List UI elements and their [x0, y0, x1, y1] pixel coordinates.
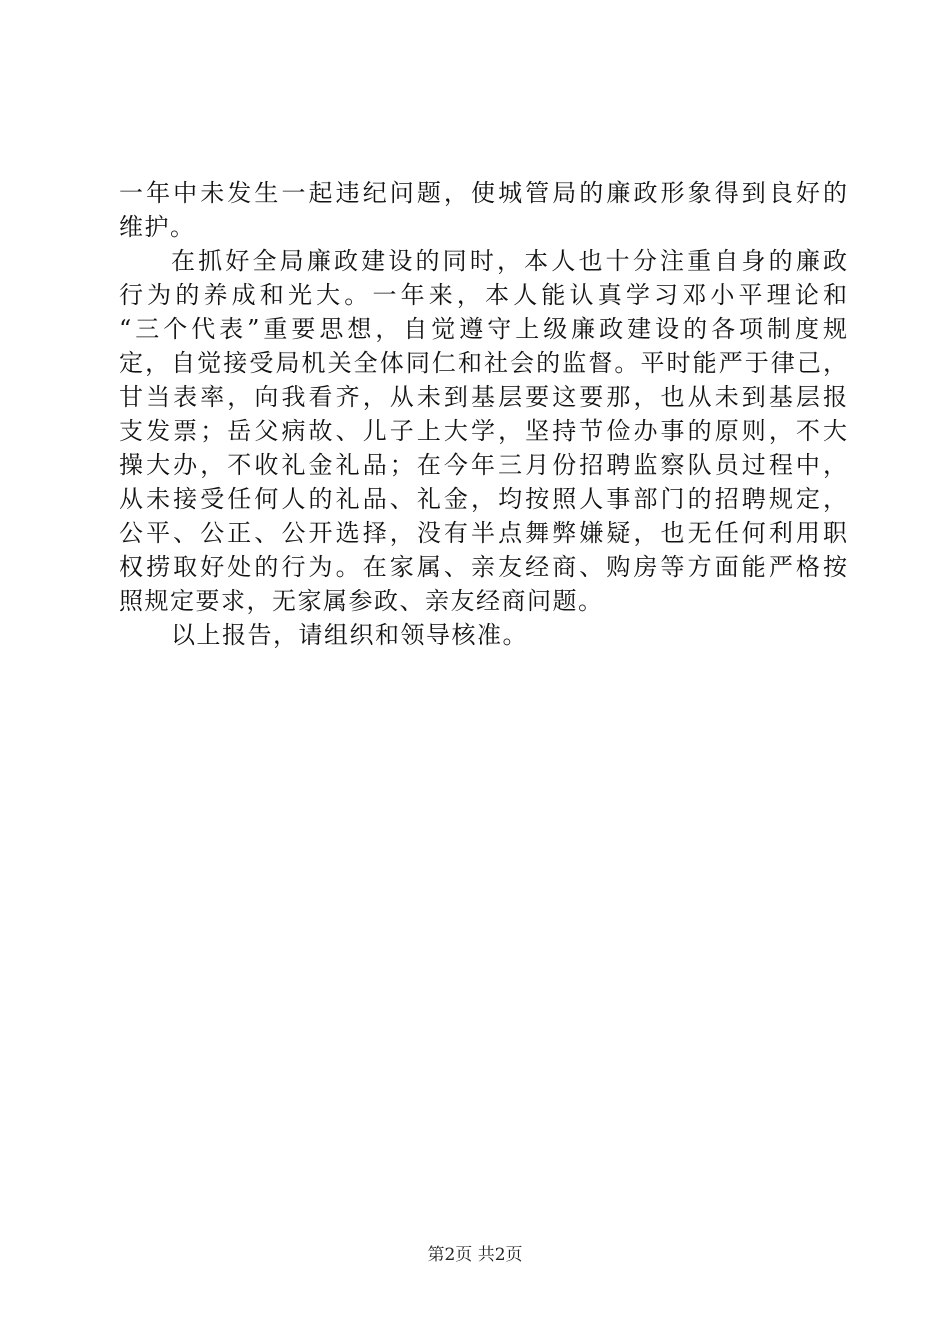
text-line: 照规定要求，无家属参政、亲友经商问题。 [119, 587, 604, 615]
text-line: 维护。 [119, 213, 196, 241]
text-line: 权捞取好处的行为。在家属、亲友经商、购房等方面能严格按 [119, 553, 847, 581]
text-line: 操大办，不收礼金礼品；在今年三月份招聘监察队员过程中， [119, 451, 847, 479]
page-number-footer: 第2页 共2页 [427, 1245, 523, 1265]
document-body [119, 176, 847, 652]
text-line: 甘当表率，向我看齐，从未到基层要这要那，也从未到基层报 [119, 383, 847, 411]
text-line: 公平、公正、公开选择，没有半点舞弊嫌疑，也无任何利用职 [119, 519, 847, 547]
text-line: 一年中未发生一起违纪问题，使城管局的廉政形象得到良好的 [119, 179, 847, 207]
text-line: 定，自觉接受局机关全体同仁和社会的监督。平时能严于律己， [119, 349, 847, 377]
text-line: 支发票；岳父病故、儿子上大学，坚持节俭办事的原则，不大 [119, 417, 847, 445]
text-line: 在抓好全局廉政建设的同时，本人也十分注重自身的廉政 [171, 247, 847, 275]
text-line: 以上报告，请组织和领导核准。 [171, 621, 528, 649]
text-line: “三个代表”重要思想，自觉遵守上级廉政建设的各项制度规 [119, 315, 847, 343]
text-line: 行为的养成和光大。一年来，本人能认真学习邓小平理论和 [119, 281, 847, 309]
text-line: 从未接受任何人的礼品、礼金，均按照人事部门的招聘规定， [119, 485, 847, 513]
